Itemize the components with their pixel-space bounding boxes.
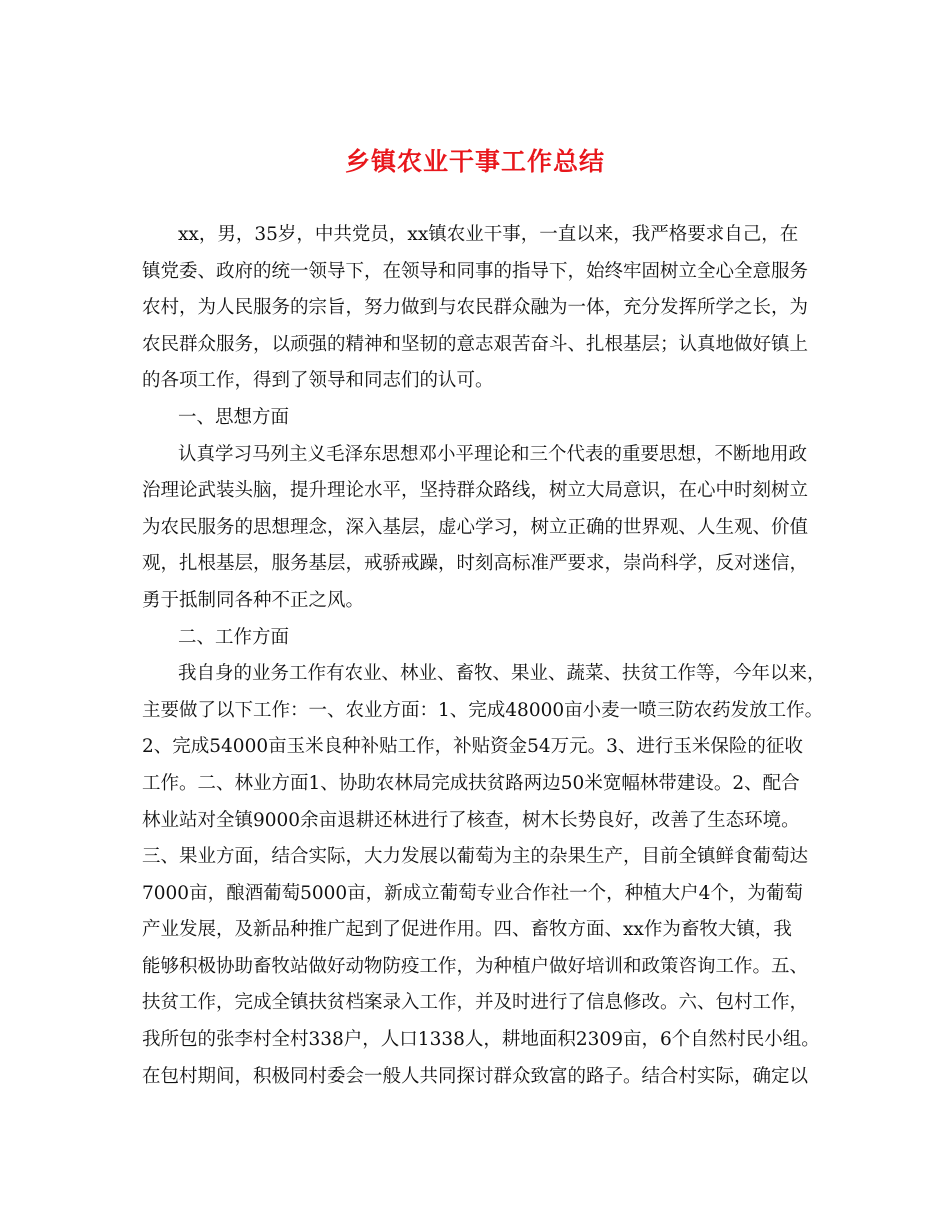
section-heading: 一、思想方面 — [178, 406, 290, 428]
paragraph-line: 观，扎根基层，服务基层，戒骄戒躁，时刻高标准严要求，崇尚科学，反对迷信， — [142, 553, 809, 575]
paragraph-line: 的各项工作，得到了领导和同志们的认可。 — [142, 370, 494, 392]
paragraph-line: 产业发展，及新品种推广起到了促进作用。四、畜牧方面、xx作为畜牧大镇，我 — [142, 919, 792, 941]
paragraph-line: 能够积极协助畜牧站做好动物防疫工作，为种植户做好培训和政策咨询工作。五、 — [142, 955, 809, 977]
paragraph-line: xx，男，35岁，中共党员，xx镇农业干事，一直以来，我严格要求自己，在 — [178, 224, 799, 245]
paragraph-line: 为农民服务的思想理念，深入基层，虚心学习，树立正确的世界观、人生观、价值 — [142, 516, 809, 538]
paragraph-line: 7000亩，酿酒葡萄5000亩，新成立葡萄专业合作社一个，种植大户4个，为葡萄 — [142, 882, 803, 904]
paragraph-line: 工作。二、林业方面1、协助农林局完成扶贫路两边50米宽幅林带建设。2、配合 — [142, 772, 800, 794]
paragraph-line: 镇党委、政府的统一领导下，在领导和同事的指导下，始终牢固树立全心全意服务 — [142, 260, 809, 282]
paragraph-line: 农村，为人民服务的宗旨，努力做到与农民群众融为一体，充分发挥所学之长，为 — [142, 297, 809, 319]
paragraph-line: 在包村期间，积极同村委会一般人共同探讨群众致富的路子。结合村实际，确定以 — [142, 1065, 809, 1087]
paragraph-line: 扶贫工作，完成全镇扶贫档案录入工作，并及时进行了信息修改。六、包村工作， — [142, 992, 809, 1014]
paragraph-line: 我自身的业务工作有农业、林业、畜牧、果业、蔬菜、扶贫工作等，今年以来， — [178, 663, 826, 685]
paragraph-line: 主要做了以下工作：一、农业方面：1、完成48000亩小麦一喷三防农药发放工作。 — [142, 699, 824, 721]
document-body — [142, 217, 826, 1095]
paragraph-line: 我所包的张李村全村338户，人口1338人，耕地面积2309亩，6个自然村民小组。 — [142, 1029, 820, 1051]
paragraph-line: 农民群众服务，以顽强的精神和坚韧的意志艰苦奋斗、扎根基层；认真地做好镇上 — [142, 333, 809, 355]
paragraph-line: 认真学习马列主义毛泽东思想邓小平理论和三个代表的重要思想，不断地用政 — [178, 443, 808, 465]
paragraph-line: 三、果业方面，结合实际，大力发展以葡萄为主的杂果生产，目前全镇鲜食葡萄达 — [142, 846, 809, 868]
paragraph-line: 治理论武装头脑，提升理论水平，坚持群众路线，树立大局意识，在心中时刻树立 — [142, 480, 809, 502]
section-heading: 二、工作方面 — [178, 626, 290, 648]
paragraph-line: 林业站对全镇9000余亩退耕还林进行了核查，树木长势良好，改善了生态环境。 — [142, 809, 800, 831]
document-title: 乡镇农业干事工作总结 — [344, 147, 605, 176]
paragraph-line: 勇于抵制同各种不正之风。 — [142, 589, 365, 611]
paragraph-line: 2、完成54000亩玉米良种补贴工作，补贴资金54万元。3、进行玉米保险的征收 — [142, 736, 803, 758]
